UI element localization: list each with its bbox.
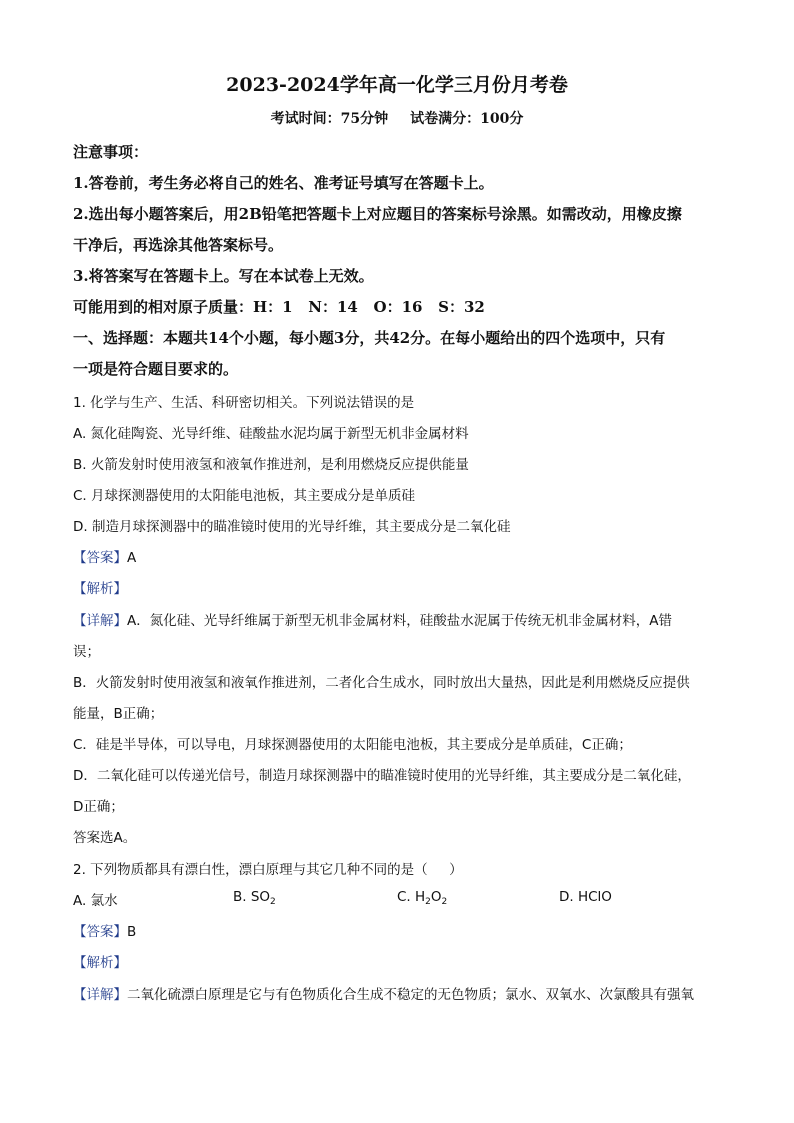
note-item-2b: 干净后，再选涂其他答案标号。 xyxy=(73,236,284,254)
detail-text: A．氮化硅、光导纤维属于新型无机非金属材料，硅酸盐水泥属于传统无机非金属材料，A错 xyxy=(127,613,672,629)
exam-info xyxy=(0,108,794,128)
detail-text: 二氧化硫漂白原理是它与有色物质化合生成不稳定的无色物质；氯水、双氧水、次氯酸具有强氧 xyxy=(127,987,694,1003)
detail-tag: 【详解】 xyxy=(73,613,127,629)
q1-conclusion: 答案选A。 xyxy=(73,830,137,846)
section-heading-line2: 一项是符合题目要求的。 xyxy=(73,360,239,378)
q1-detail-a2: 误； xyxy=(73,644,100,660)
q2-answer xyxy=(73,920,722,940)
atomic-masses: 可能用到的相对原子质量：H：1 N：14 O：16 S：32 xyxy=(73,298,485,316)
note-item-1: 1.答卷前，考生务必将自己的姓名、准考证号填写在答题卡上。 xyxy=(73,174,494,192)
q1-detail-d2: D正确； xyxy=(73,799,124,815)
q2-option-b: B. $SO_2$ xyxy=(233,889,276,907)
exam-time: 考试时间：75分钟 xyxy=(270,111,389,127)
page-title: 2023-2024学年高一化学三月份月考卷 xyxy=(226,74,568,96)
q2-analysis-tag: 【解析】 xyxy=(73,955,127,971)
answer-value: A xyxy=(127,550,137,566)
answer-tag: 【答案】 xyxy=(73,924,127,940)
answer-value: B xyxy=(127,924,137,940)
notes-heading: 注意事项： xyxy=(73,143,149,161)
q1-option-b: B. 火箭发射时使用液氢和液氧作推进剂，是利用燃烧反应提供能量 xyxy=(73,457,469,473)
section-heading-line1: 一、选择题：本题共14个小题，每小题3分，共42分。在每小题给出的四个选项中，只有 xyxy=(73,329,666,347)
detail-tag: 【详解】 xyxy=(73,987,127,1003)
q1-detail-b2: 能量，B正确； xyxy=(73,706,164,722)
q1-option-c: C. 月球探测器使用的太阳能电池板，其主要成分是单质硅 xyxy=(73,488,416,504)
q1-option-a: A. 氮化硅陶瓷、光导纤维、硅酸盐水泥均属于新型无机非金属材料 xyxy=(73,426,469,442)
q2-option-d: D. HClO xyxy=(559,889,612,905)
q1-detail-b1: B．火箭发射时使用液氢和液氧作推进剂，二者化合生成水，同时放出大量热，因此是利用燃烧反应提供 xyxy=(73,675,690,691)
q2-detail xyxy=(73,983,722,1003)
q1-detail-c: C．硅是半导体，可以导电，月球探测器使用的太阳能电池板，其主要成分是单质硅，C正确； xyxy=(73,737,632,753)
q1-stem: 1. 化学与生产、生活、科研密切相关。下列说法错误的是 xyxy=(73,395,415,411)
q1-detail-a1 xyxy=(73,609,722,629)
note-item-2a: 2.选出每小题答案后，用2B铅笔把答题卡上对应题目的答案标号涂黑。如需改动，用橡皮擦 xyxy=(73,205,682,223)
q2-option-c: C. $H_2O_2$ xyxy=(397,889,448,907)
exam-score: 试卷满分：100分 xyxy=(410,111,524,127)
q1-analysis-tag: 【解析】 xyxy=(73,581,127,597)
q1-answer xyxy=(73,546,722,566)
answer-tag: 【答案】 xyxy=(73,550,127,566)
note-item-3: 3.将答案写在答题卡上。写在本试卷上无效。 xyxy=(73,267,374,285)
q2-option-a: A. 氯水 xyxy=(73,893,118,909)
q2-stem: 2. 下列物质都具有漂白性，漂白原理与其它几种不同的是（ ） xyxy=(73,862,463,878)
q1-option-d: D. 制造月球探测器中的瞄准镜时使用的光导纤维，其主要成分是二氧化硅 xyxy=(73,519,511,535)
q1-detail-d1: D．二氧化硅可以传递光信号，制造月球探测器中的瞄准镜时使用的光导纤维，其主要成分是二氧化硅， xyxy=(73,768,691,784)
